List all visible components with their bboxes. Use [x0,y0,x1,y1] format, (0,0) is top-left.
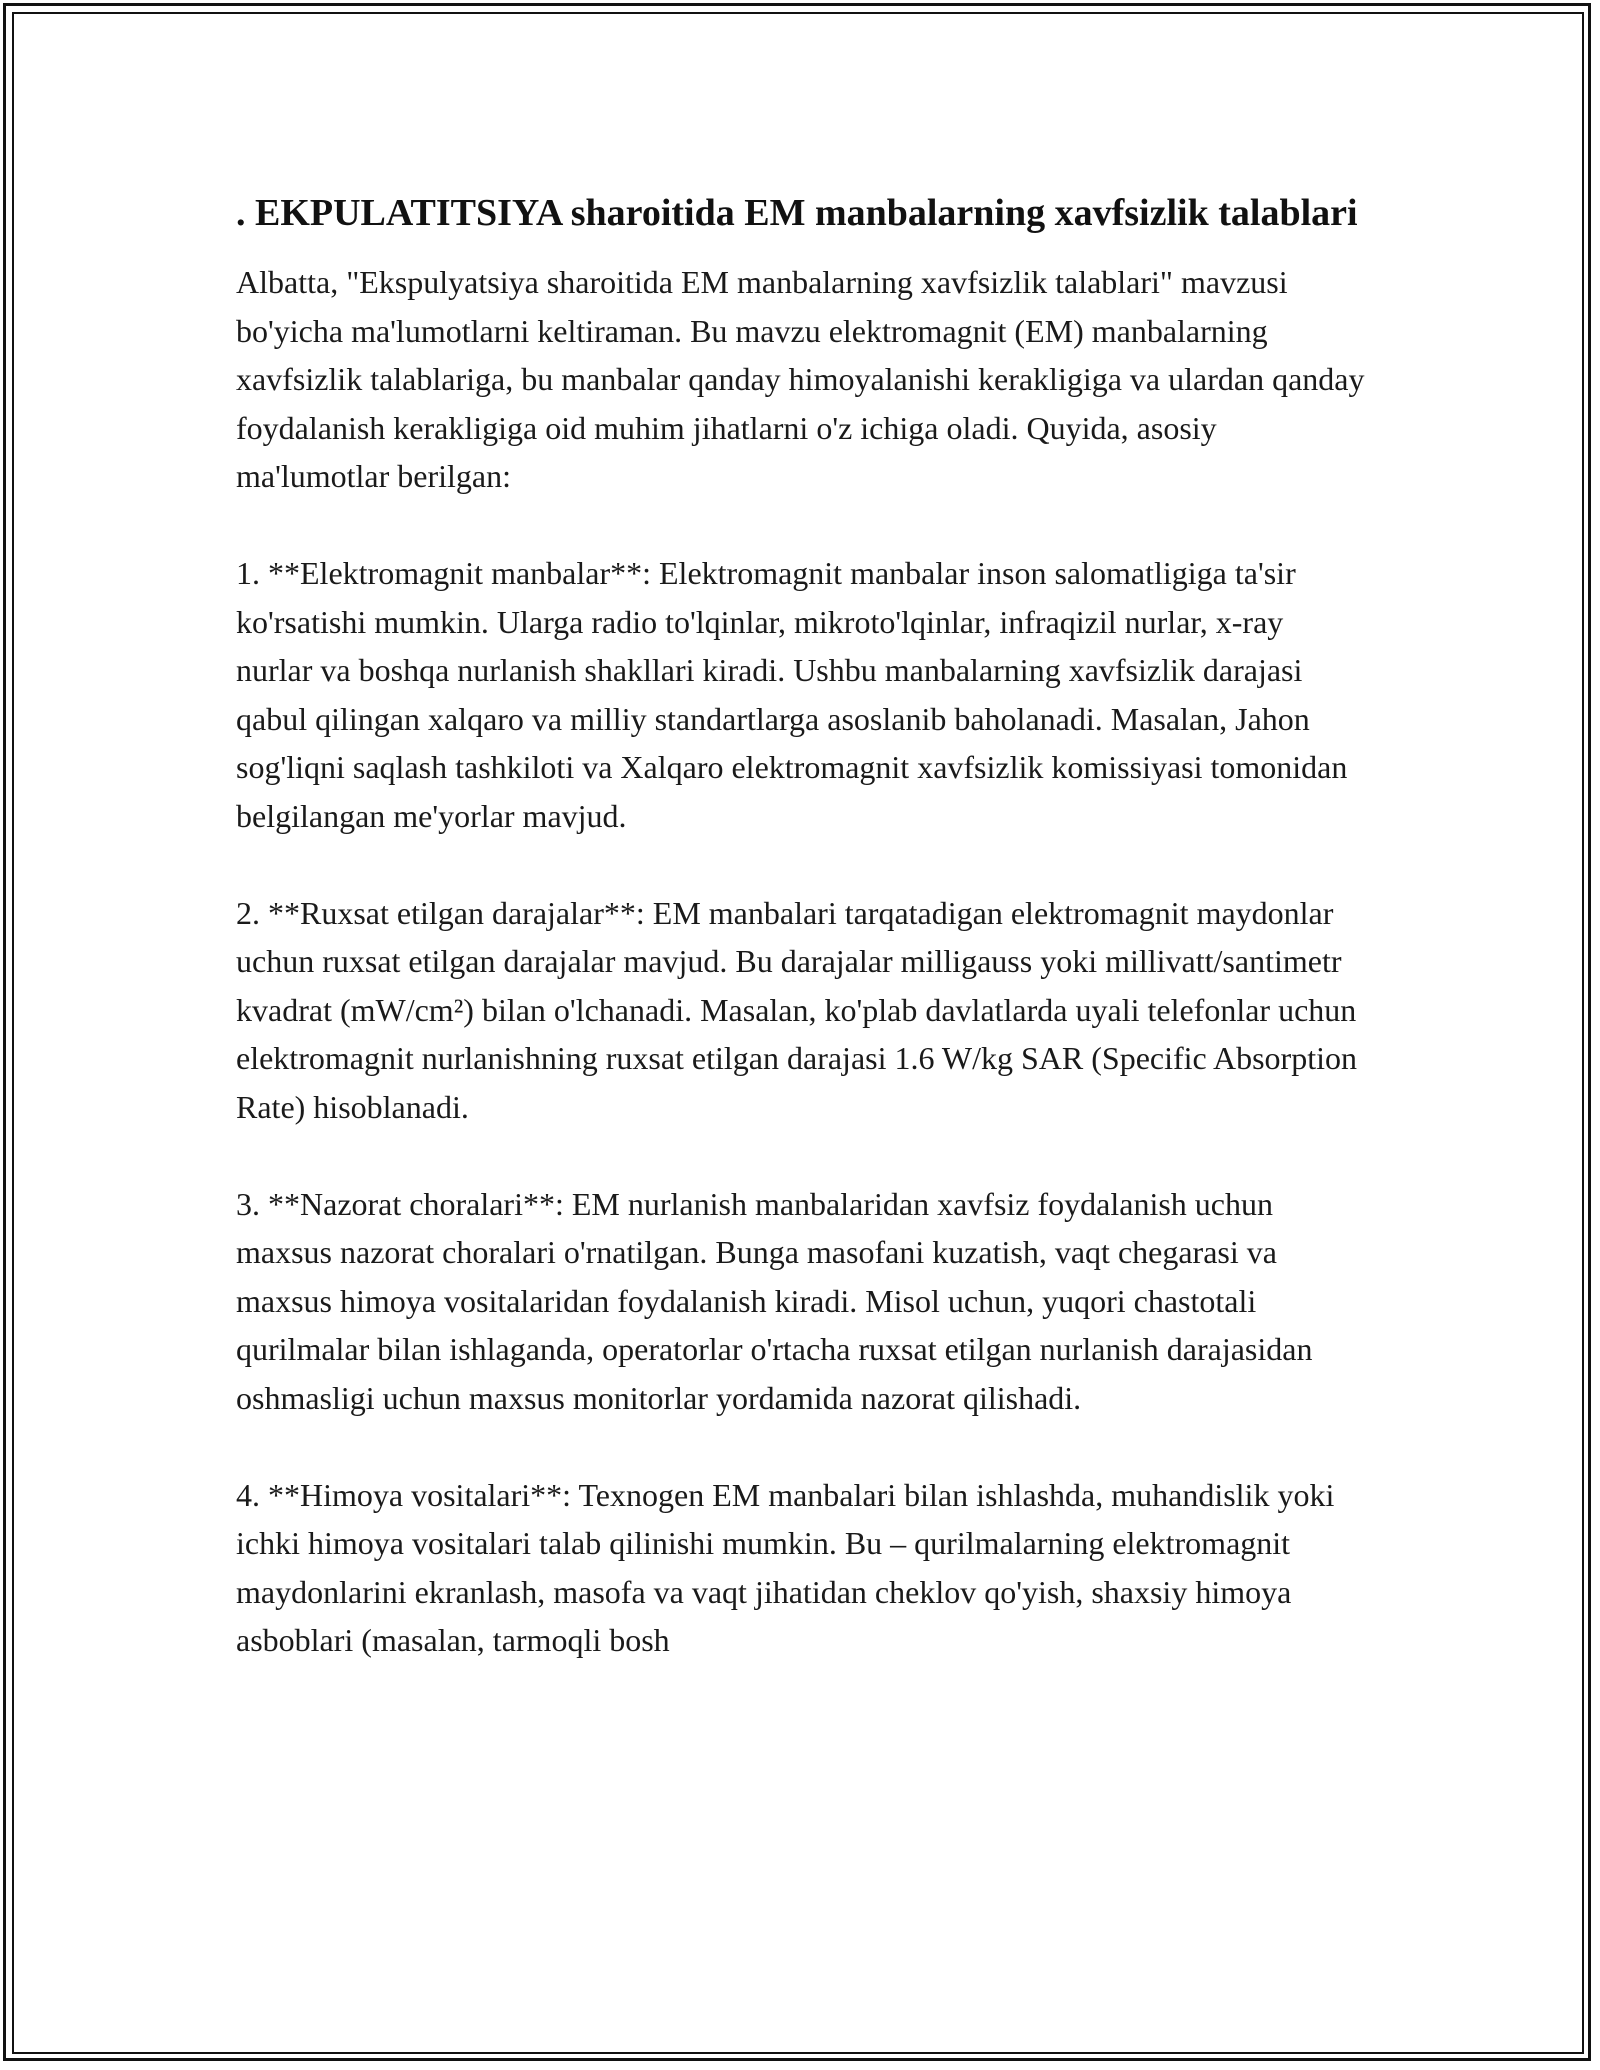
paragraph-item-3: 3. **Nazorat choralari**: EM nurlanish manbalaridan xavfsiz foydalanish uchun maxsus nazorat choralari o'rnatilgan. Bunga masofani kuzatish, vaqt chegarasi va maxsus himoya vositalaridan foydalanish kiradi. Misol uchun, yuqori chastotali qurilmalar bilan ishlaganda, operatorlar o'rtacha ruxsat etilgan nurlanish darajasidan oshmasligi uchun maxsus monitorlar yordamida nazorat qilishadi. [236,1185,1313,1416]
paragraph-item-2: 2. **Ruxsat etilgan darajalar**: EM manbalari tarqatadigan elektromagnit maydonlar uchun ruxsat etilgan darajalar mavjud. Bu darajalar milligauss yoki millivatt/santimetr kvadrat (mW/cm²) bilan o'lchanadi. Masalan, ko'plab davlatlarda uyali telefonlar uchun elektromagnit nurlanishning ruxsat etilgan darajasi 1.6 W/kg SAR (Specific Absorption Rate) hisoblanadi. [236,894,1357,1125]
paragraph-item-4: 4. **Himoya vositalari**: Texnogen EM manbalari bilan ishlashda, muhandislik yoki ichki himoya vositalari talab qilinishi mumkin. Bu – qurilmalarning elektromagnit maydonlarini ekranlash, masofa va vaqt jihatidan cheklov qo'yish, shaxsiy himoya asboblari (masalan, tarmoqli bosh [236,1476,1335,1658]
document-body [236,186,1366,1713]
paragraph-item-1: 1. **Elektromagnit manbalar**: Elektromagnit manbalar inson salomatligiga ta'sir ko'rsatishi mumkin. Ularga radio to'lqinlar, mikroto'lqinlar, infraqizil nurlar, x-ray nurlar va boshqa nurlanish shakllari kiradi. Ushbu manbalarning xavfsizlik darajasi qabul qilingan xalqaro va milliy standartlarga asoslanib baholanadi. Masalan, Jahon sog'liqni saqlash tashkiloti va Xalqaro elektromagnit xavfsizlik komissiyasi tomonidan belgilangan me'yorlar mavjud. [236,555,1348,834]
paragraph-intro: Albatta, "Ekspulyatsiya sharoitida EM manbalarning xavfsizlik talablari" mavzusi bo'yicha ma'lumotlarni keltiraman. Bu mavzu elektromagnit (EM) manbalarning xavfsizlik talablariga, bu manbalar qanday himoyalanishi kerakligiga va ulardan qanday foydalanish kerakligiga oid muhim jihatlarni o'z ichiga oladi. Quyida, asosiy ma'lumotlar berilgan: [236,264,1365,494]
document-title: . EKPULATITSIYA sharoitida EM manbalarning xavfsizlik talablari [236,192,1358,234]
